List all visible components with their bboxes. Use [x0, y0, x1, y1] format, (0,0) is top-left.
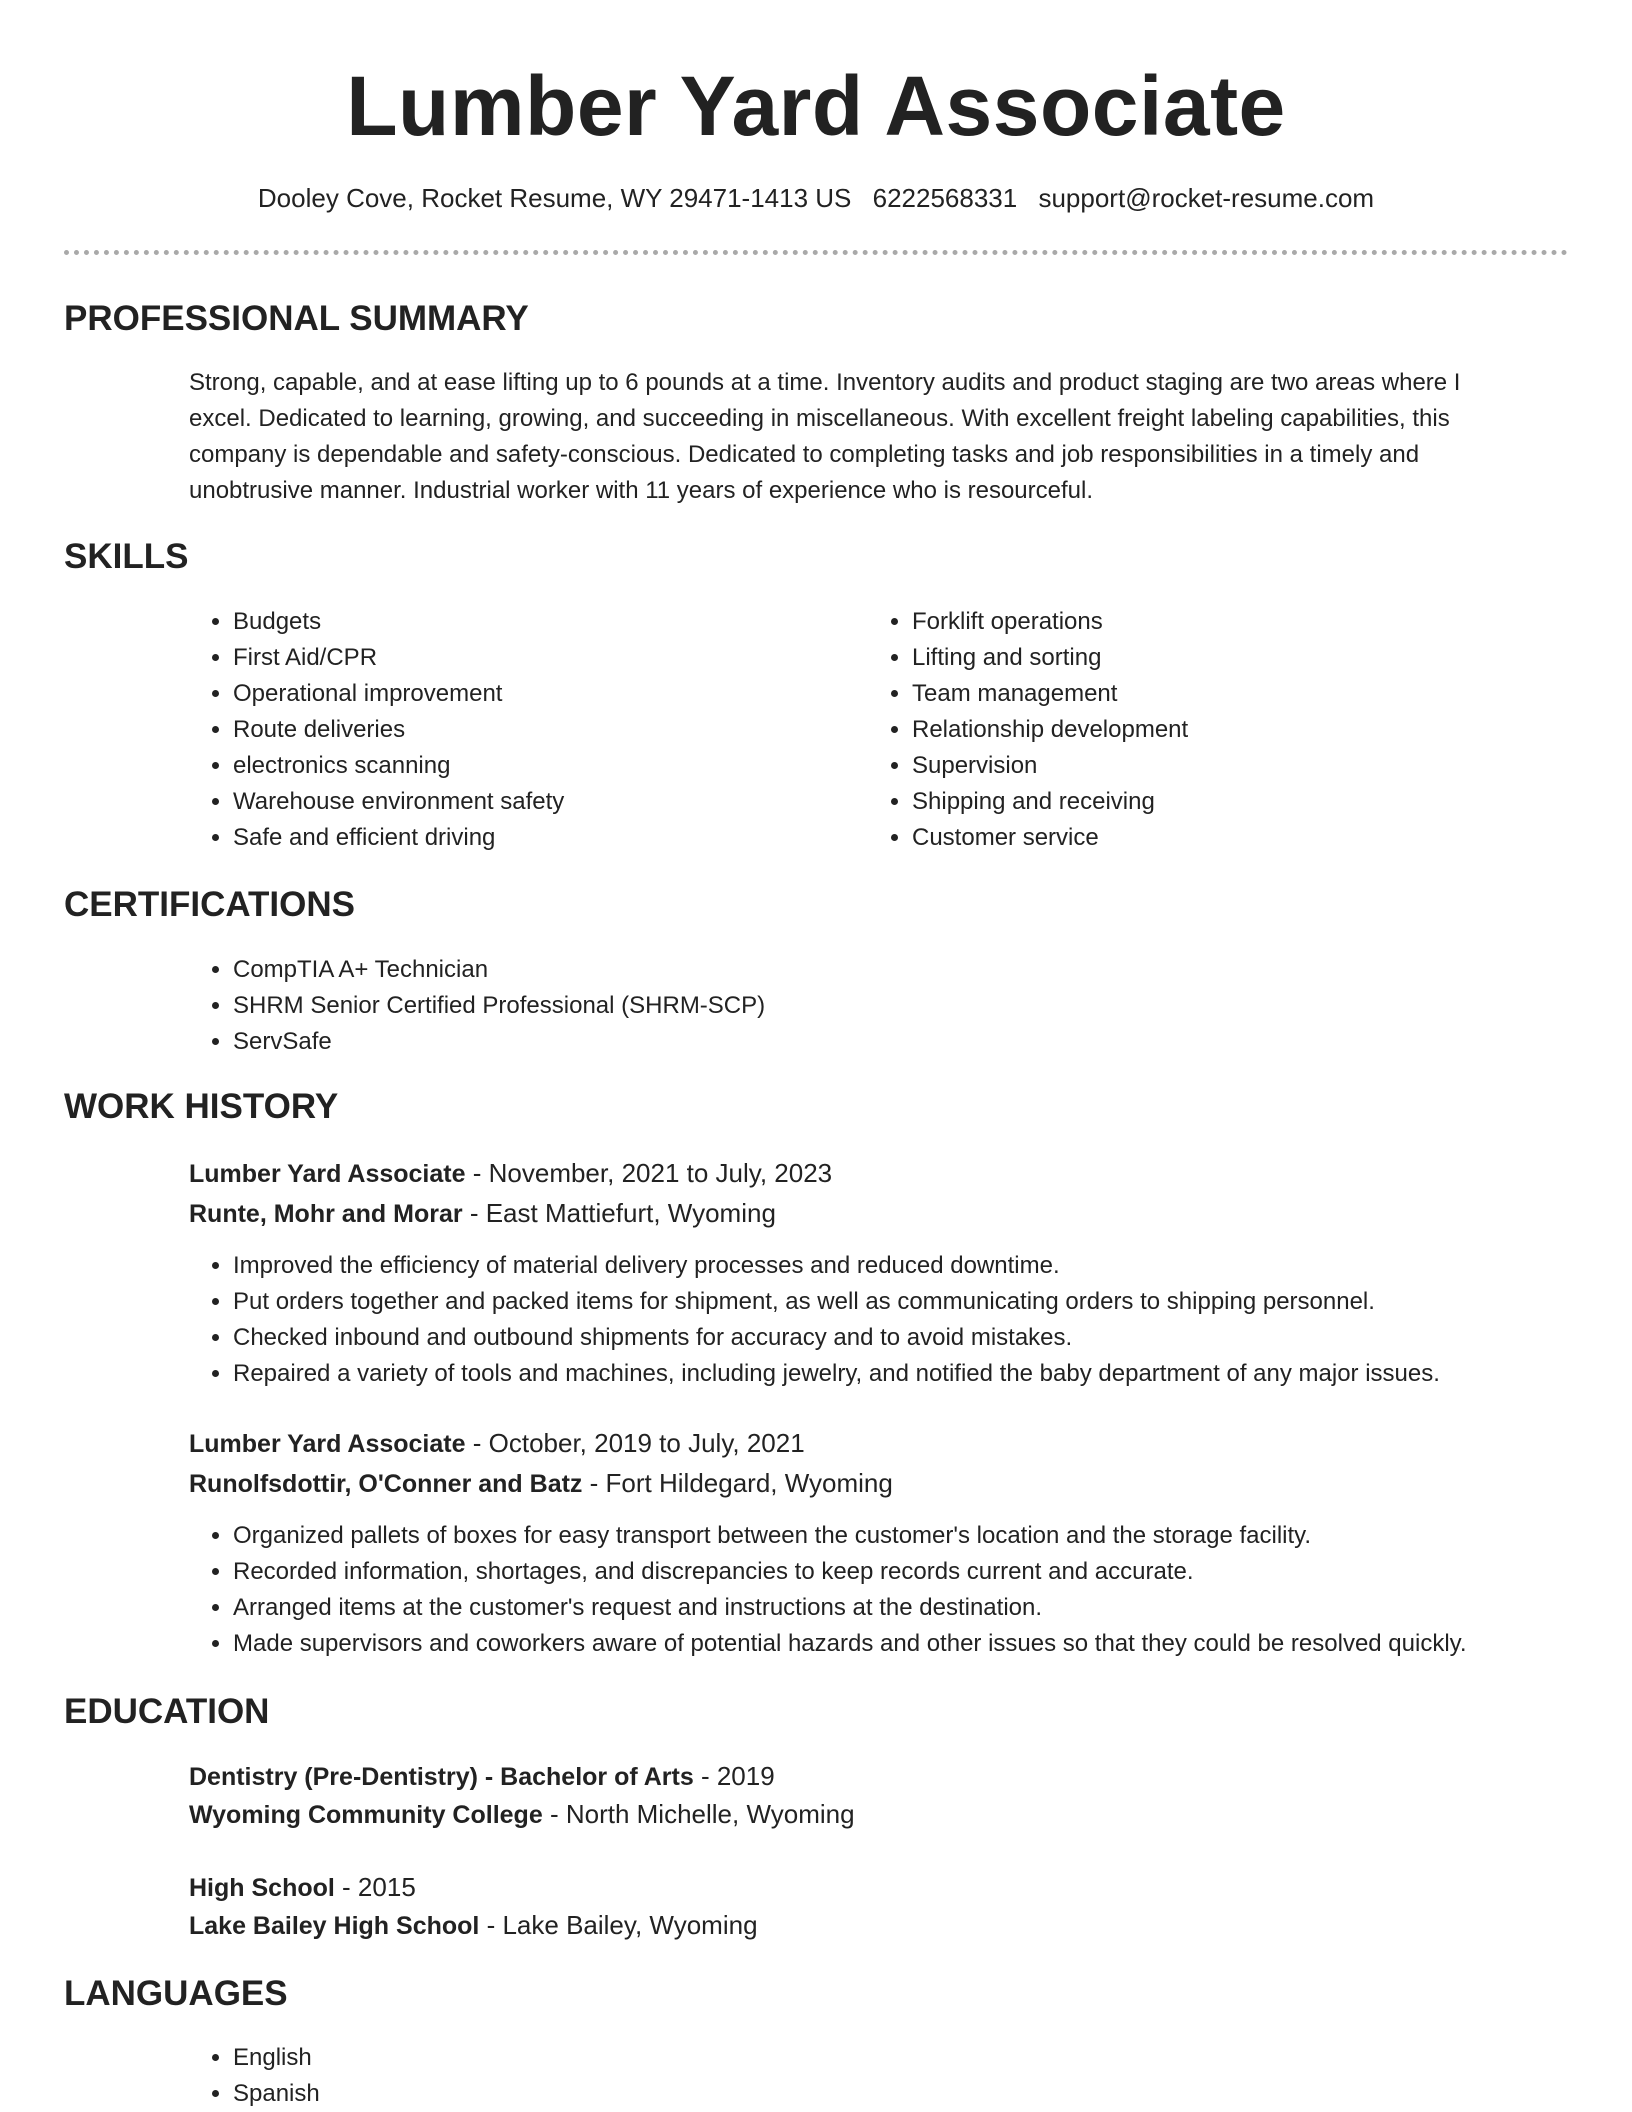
job-location: - East Mattiefurt, Wyoming	[462, 1198, 776, 1228]
summary-text: Strong, capable, and at ease lifting up to 6 pounds at a time. Inventory audits and product staging are two areas where I excel. Dedicated to learning, growing, and succeeding in miscellaneous. With excellent freight labeling capabilities, this company is dependable and safety-conscious. Dedicated to completing tasks and job responsibilities in a timely and unobtrusive manner. Industrial worker with 11 years of experience who is resourceful.	[189, 369, 1461, 504]
job-bullet: • Repaired a variety of tools and machines, including jewelry, and notified the baby department of any major issues.	[233, 1356, 1632, 1392]
job-bullets	[189, 1518, 1632, 1662]
job-bullets	[189, 1248, 1632, 1392]
education-year: - 2019	[693, 1761, 775, 1791]
job-bullet: • Put orders together and packed items for shipment, as well as communicating orders to shipping personnel.	[233, 1284, 1632, 1320]
job-bullet: • Organized pallets of boxes for easy transport between the customer's location and the storage facility.	[233, 1518, 1632, 1554]
education-school: Lake Bailey High School	[189, 1912, 480, 1940]
skill-item: • Budgets	[233, 604, 833, 640]
certifications-list	[189, 952, 1533, 1060]
job-bullet: • Arranged items at the customer's request and instructions at the destination.	[233, 1590, 1632, 1626]
education-year: - 2015	[334, 1872, 416, 1902]
skill-item: • Lifting and sorting	[912, 640, 1512, 676]
job-role: Lumber Yard Associate	[189, 1160, 466, 1188]
job-company-line	[189, 1465, 893, 1502]
job-role: Lumber Yard Associate	[189, 1430, 466, 1458]
summary-heading: PROFESSIONAL SUMMARY	[64, 299, 529, 338]
education-school: Wyoming Community College	[189, 1801, 543, 1829]
header-divider	[64, 250, 1568, 255]
job-company-line	[189, 1195, 776, 1232]
skill-item: • electronics scanning	[233, 748, 833, 784]
languages-heading: LANGUAGES	[64, 1974, 288, 2013]
skill-item: • Relationship development	[912, 712, 1512, 748]
contact-phone: 6222568331	[872, 183, 1018, 213]
education-degree: High School	[189, 1874, 335, 1902]
education-degree-line	[189, 1758, 775, 1795]
skill-item: • Route deliveries	[233, 712, 833, 748]
skill-item: • Warehouse environment safety	[233, 784, 833, 820]
skill-item: • Customer service	[912, 820, 1512, 856]
resume-name: Lumber Yard Associate	[346, 59, 1286, 153]
job-title-line	[189, 1155, 832, 1192]
certification-item: • ServSafe	[233, 1024, 1533, 1060]
skills-heading: SKILLS	[64, 537, 189, 576]
skill-item: • Shipping and receiving	[912, 784, 1512, 820]
job-location: - Fort Hildegard, Wyoming	[582, 1468, 893, 1498]
skill-item: • Forklift operations	[912, 604, 1512, 640]
job-company: Runte, Mohr and Morar	[189, 1200, 463, 1228]
job-company: Runolfsdottir, O'Conner and Batz	[189, 1470, 583, 1498]
job-dates: - November, 2021 to July, 2023	[465, 1158, 833, 1188]
education-heading: EDUCATION	[64, 1692, 270, 1731]
contact-info	[0, 181, 1632, 215]
skill-item: • First Aid/CPR	[233, 640, 833, 676]
skills-list-left	[189, 604, 833, 856]
education-school-line	[189, 1796, 855, 1833]
contact-address: Dooley Cove, Rocket Resume, WY 29471-1413 US	[257, 183, 852, 213]
education-location: - Lake Bailey, Wyoming	[479, 1910, 758, 1940]
education-degree-line	[189, 1869, 416, 1906]
education-school-line	[189, 1907, 758, 1944]
skill-item: • Supervision	[912, 748, 1512, 784]
languages-list	[189, 2040, 833, 2112]
certification-item: • SHRM Senior Certified Professional (SHRM-SCP)	[233, 988, 1533, 1024]
language-item: • English	[233, 2040, 833, 2076]
job-dates: - October, 2019 to July, 2021	[465, 1428, 805, 1458]
certification-item: • CompTIA A+ Technician	[233, 952, 1533, 988]
education-degree: Dentistry (Pre-Dentistry) - Bachelor of Arts	[189, 1763, 694, 1791]
certifications-heading: CERTIFICATIONS	[64, 885, 356, 924]
language-item: • Spanish	[233, 2076, 833, 2112]
skill-item: • Operational improvement	[233, 676, 833, 712]
job-bullet: • Made supervisors and coworkers aware of potential hazards and other issues so that they could be resolved quickly.	[233, 1626, 1632, 1662]
contact-email: support@rocket-resume.com	[1038, 183, 1375, 213]
skills-list-right	[868, 604, 1512, 856]
job-title-line	[189, 1425, 805, 1462]
work-history-heading: WORK HISTORY	[64, 1087, 339, 1126]
job-bullet: • Recorded information, shortages, and discrepancies to keep records current and accurate.	[233, 1554, 1632, 1590]
job-bullet: • Improved the efficiency of material delivery processes and reduced downtime.	[233, 1248, 1632, 1284]
skill-item: • Safe and efficient driving	[233, 820, 833, 856]
job-bullet: • Checked inbound and outbound shipments for accuracy and to avoid mistakes.	[233, 1320, 1632, 1356]
skill-item: • Team management	[912, 676, 1512, 712]
education-location: - North Michelle, Wyoming	[542, 1799, 855, 1829]
